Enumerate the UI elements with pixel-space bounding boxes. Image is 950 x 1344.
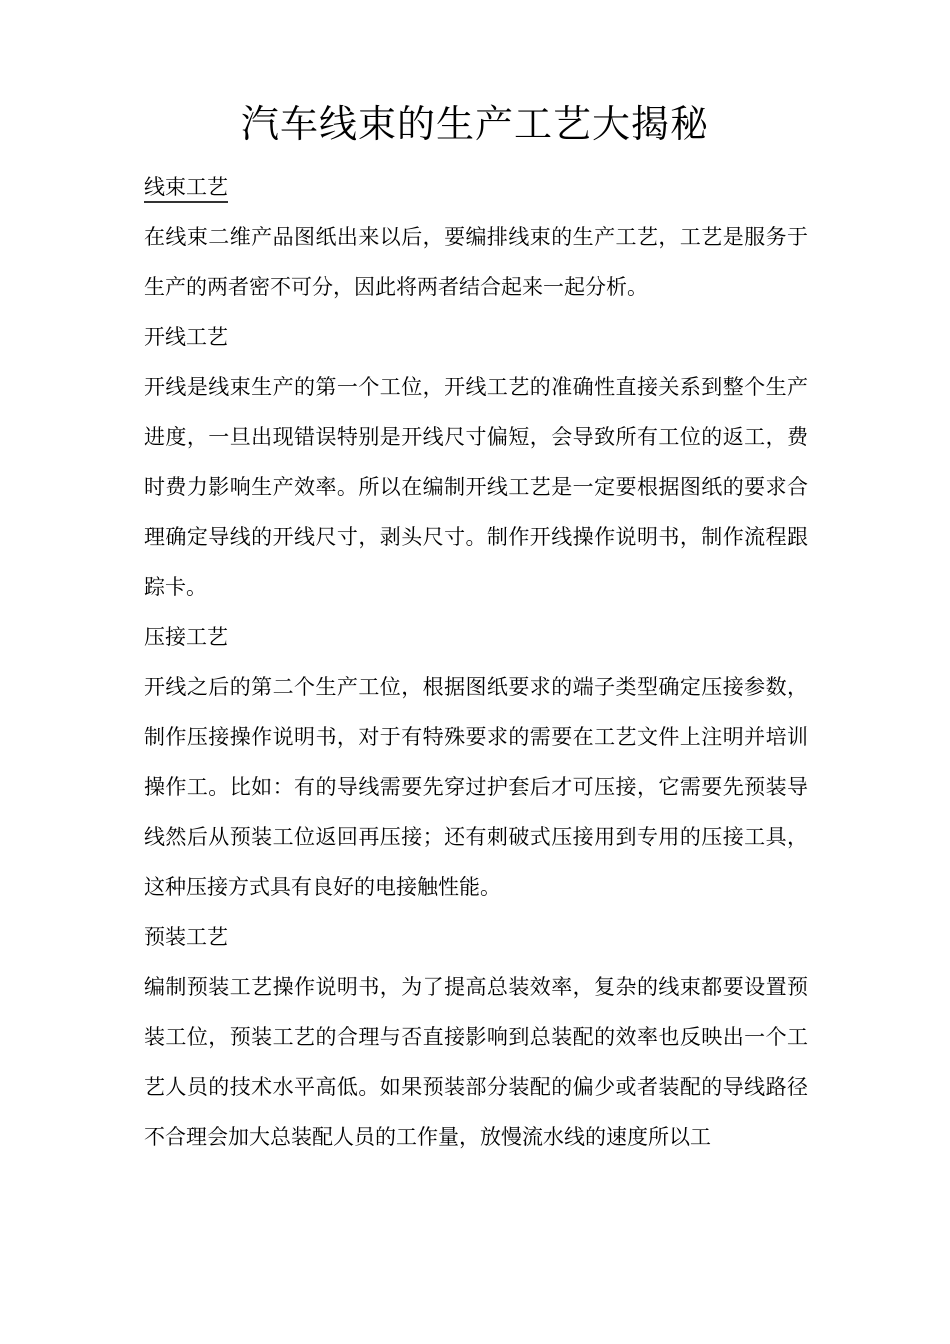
section-heading-preassembly-process: 预装工艺 — [144, 925, 228, 949]
section-paragraph-harness-process: 在线束二维产品图纸出来以后，要编排线束的生产工艺，工艺是服务于生产的两者密不可分，因此将两者结合起来一起分析。 — [144, 225, 808, 299]
section-heading-harness-process — [144, 162, 808, 212]
document-body — [144, 162, 808, 1162]
section-paragraph-cutting-process: 开线是线束生产的第一个工位，开线工艺的准确性直接关系到整个生产进度，一旦出现错误特别是开线尺寸偏短，会导致所有工位的返工，费时费力影响生产效率。所以在编制开线工艺是一定要根据图纸的要求合理确定导线的开线尺寸，剥头尺寸。制作开线操作说明书，制作流程跟踪卡。 — [144, 375, 808, 599]
section-heading-cutting-process: 开线工艺 — [144, 325, 228, 349]
section-heading-label: 线束工艺 — [144, 175, 228, 203]
document-title: 汽车线束的生产工艺大揭秘 — [240, 102, 709, 146]
section-paragraph-preassembly-process: 编制预装工艺操作说明书，为了提高总装效率，复杂的线束都要设置预装工位，预装工艺的合理与否直接影响到总装配的效率也反映出一个工艺人员的技术水平高低。如果预装部分装配的偏少或者装配的导线路径不合理会加大总装配人员的工作量，放慢流水线的速度所以工 — [144, 975, 808, 1149]
section-heading-crimping-process: 压接工艺 — [144, 625, 228, 649]
section-paragraph-crimping-process: 开线之后的第二个生产工位，根据图纸要求的端子类型确定压接参数，制作压接操作说明书，对于有特殊要求的需要在工艺文件上注明并培训操作工。比如：有的导线需要先穿过护套后才可压接，它需要先预装导线然后从预装工位返回再压接；还有刺破式压接用到专用的压接工具，这种压接方式具有良好的电接触性能。 — [144, 675, 808, 899]
